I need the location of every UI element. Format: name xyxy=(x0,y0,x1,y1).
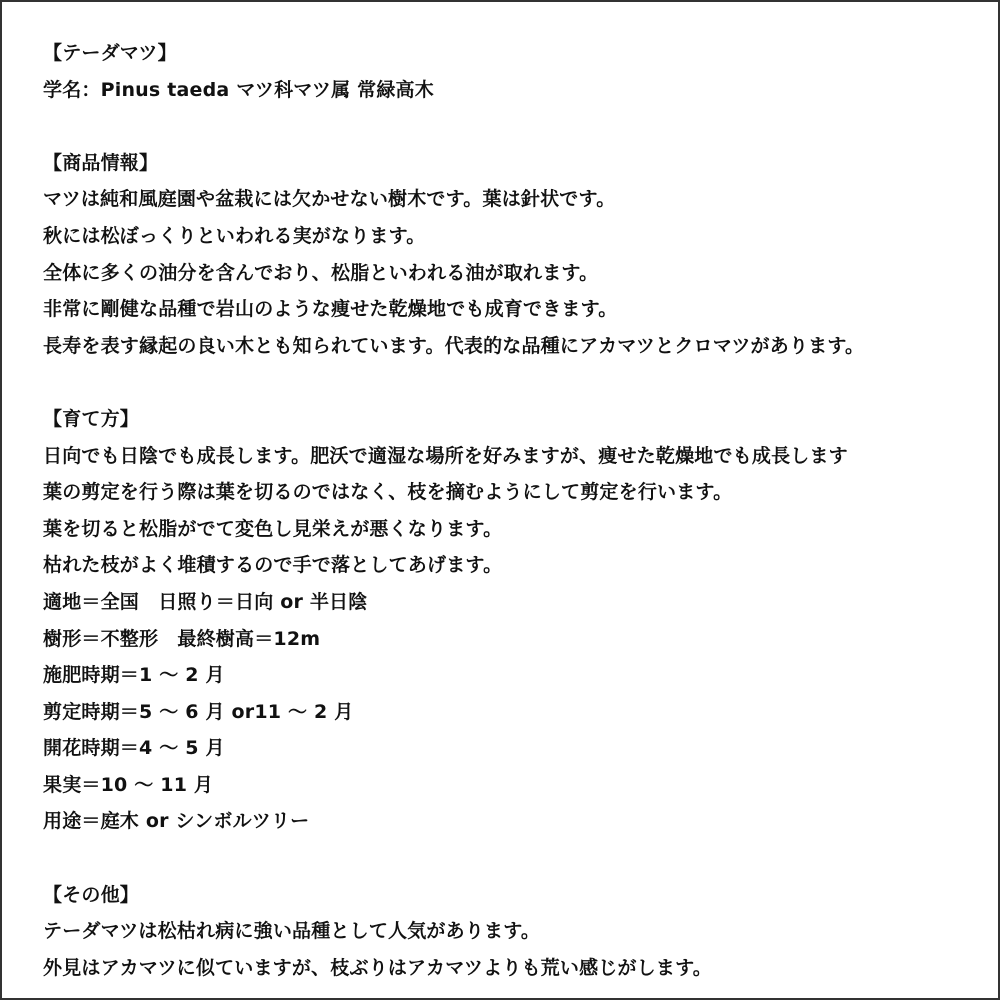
product-info-heading: 【商品情報】 xyxy=(43,151,159,174)
care-line: 果実＝10 ～ 11 月 xyxy=(43,773,214,796)
care-line: 適地＝全国 日照り＝日向 or 半日陰 xyxy=(43,590,368,613)
care-line: 日向でも日陰でも成長します。肥沃で適湿な場所を好みますが、痩せた乾燥地でも成長します xyxy=(43,444,848,467)
care-line: 剪定時期＝5 ～ 6 月 or11 ～ 2 月 xyxy=(43,700,354,723)
product-info-line: 長寿を表す縁起の良い木とも知られています。代表的な品種にアカマツとクロマツがあります。 xyxy=(43,334,865,357)
spacer xyxy=(43,840,988,877)
document-body xyxy=(43,35,988,986)
other-line: テーダマツは松枯れ病に強い品種として人気があります。 xyxy=(43,920,541,943)
scientific-name: 学名：Pinus taeda マツ科マツ属 常緑高木 xyxy=(43,78,434,101)
care-heading: 【育て方】 xyxy=(43,407,140,430)
care-line: 枯れた枝がよく堆積するので手で落としてあげます。 xyxy=(43,554,503,577)
product-info-line: 全体に多くの油分を含んでおり、松脂といわれる油が取れます。 xyxy=(43,261,599,284)
care-line: 葉の剪定を行う際は葉を切るのではなく、枝を摘むようにして剪定を行います。 xyxy=(43,481,733,504)
title-heading: 【テーダマツ】 xyxy=(43,42,177,64)
product-info-line: 秋には松ぼっくりといわれる実がなります。 xyxy=(43,224,426,247)
care-line: 葉を切ると松脂がでて変色し見栄えが悪くなります。 xyxy=(43,517,503,540)
product-info-line: 非常に剛健な品種で岩山のような痩せた乾燥地でも成育できます。 xyxy=(43,298,618,321)
care-line: 開花時期＝4 ～ 5 月 xyxy=(43,737,225,760)
care-line: 用途＝庭木 or シンボルツリー xyxy=(43,810,310,833)
product-info-line: マツは純和風庭園や盆栽には欠かせない樹木です。葉は針状です。 xyxy=(43,188,616,211)
other-line: 外見はアカマツに似ていますが、枝ぶりはアカマツよりも荒い感じがします。 xyxy=(43,956,712,979)
spacer xyxy=(43,108,988,145)
care-line: 樹形＝不整形 最終樹高＝12m xyxy=(43,627,321,650)
other-heading: 【その他】 xyxy=(43,883,140,906)
spacer xyxy=(43,364,988,401)
care-line: 施肥時期＝1 ～ 2 月 xyxy=(43,664,225,687)
